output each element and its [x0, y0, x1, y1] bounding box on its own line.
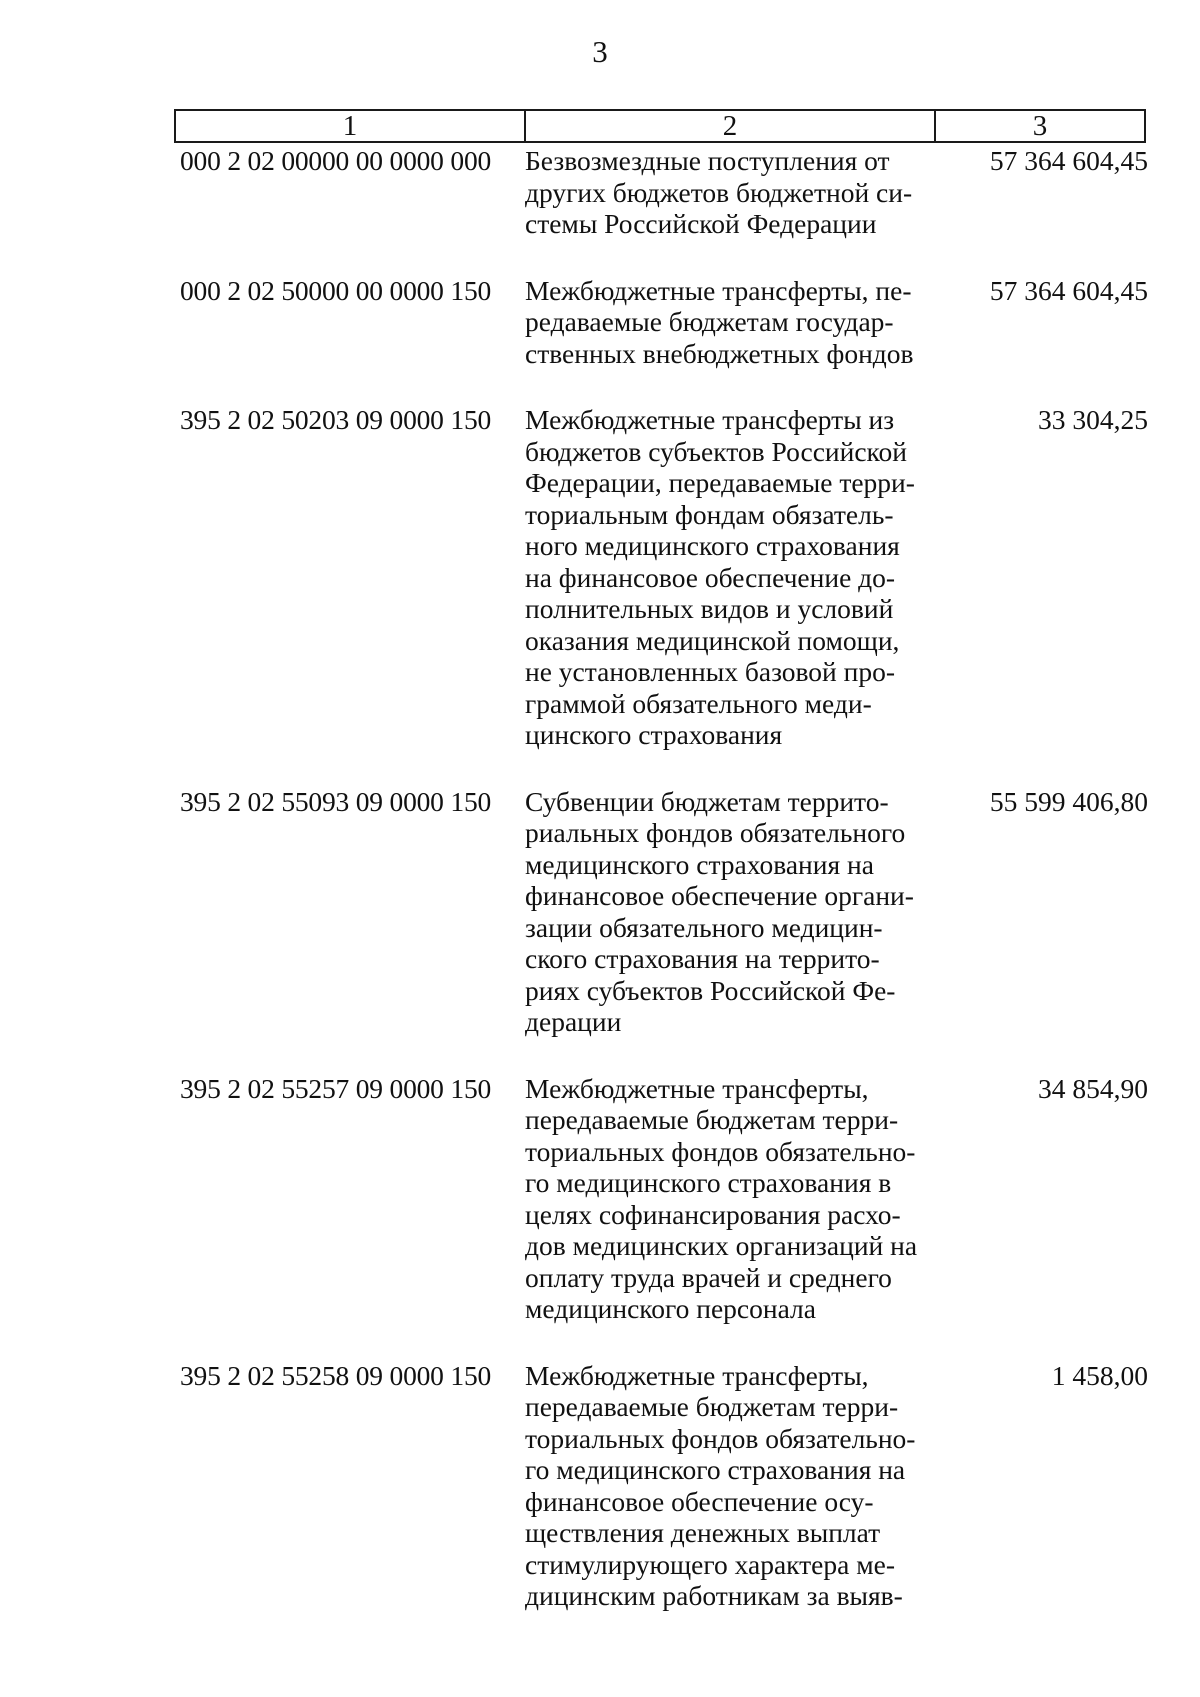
table-row [180, 273, 1148, 370]
amount: 57 364 604,45 [989, 145, 1148, 176]
budget-code: 395 2 02 55257 09 0000 150 [180, 1072, 492, 1104]
income-name-line: Межбюджетные трансферты, [525, 1072, 869, 1104]
income-name-line: Межбюджетные трансферты из [525, 404, 895, 435]
income-name [525, 784, 930, 1038]
income-name-line: дерации [525, 1006, 622, 1037]
income-name-line: цинского страхования [525, 719, 783, 750]
income-name-line: стемы Российской Федерации [525, 208, 877, 239]
income-name-line: ственных внебюджетных фондов [525, 337, 914, 369]
budget-code: 395 2 02 50203 09 0000 150 [180, 404, 492, 435]
income-name-line: стимулирующего характера ме- [525, 1548, 895, 1580]
income-name-line: ского страхования на террито- [525, 943, 880, 974]
table-row [180, 402, 1148, 751]
income-name [525, 402, 930, 751]
income-name-line: бюджетов субъектов Российской [525, 435, 907, 467]
table-row [180, 1358, 1148, 1612]
income-name-line: не установленных базовой про- [525, 656, 896, 687]
income-name [525, 1071, 930, 1325]
income-name [525, 143, 930, 240]
income-name-line: граммой обязательного меди- [525, 687, 872, 719]
column-header-2: 2 [526, 111, 936, 141]
amount: 1 458,00 [1051, 1359, 1148, 1391]
income-name-line: медицинского страхования на [525, 848, 874, 880]
income-name [525, 273, 930, 370]
income-name-line: редаваемые бюджетам государ- [525, 306, 894, 337]
income-name-line: риальных фондов обязательного [525, 817, 906, 848]
income-name-line: го медицинского страхования на [525, 1454, 906, 1485]
income-name-line: передаваемые бюджетам терри- [525, 1391, 899, 1422]
income-name-line: дов медицинских организаций на [525, 1230, 918, 1261]
table-row [180, 143, 1148, 240]
budget-code: 000 2 02 50000 00 0000 150 [180, 274, 492, 306]
income-name-line: Безвозмездные поступления от [525, 145, 890, 176]
budget-code: 000 2 02 00000 00 0000 000 [180, 145, 492, 176]
income-name-line: оказания медицинской помощи, [525, 624, 900, 656]
table-row [180, 784, 1148, 1038]
budget-code: 395 2 02 55258 09 0000 150 [180, 1359, 492, 1391]
column-header-3: 3 [1032, 110, 1048, 142]
income-name [525, 1358, 930, 1612]
income-name-line: финансовое обеспечение осу- [525, 1485, 874, 1517]
page-number: 3 [592, 34, 608, 69]
income-name-line: ществления денежных выплат [525, 1517, 881, 1548]
table-header [174, 109, 1146, 143]
income-name-line: риях субъектов Российской Фе- [525, 974, 896, 1006]
income-name-line: го медицинского страхования в [525, 1167, 892, 1198]
income-name-line: Субвенции бюджетам террито- [525, 785, 889, 817]
budget-code: 395 2 02 55093 09 0000 150 [180, 785, 492, 817]
income-name-line: медицинского персонала [525, 1293, 816, 1324]
income-name-line: на финансовое обеспечение до- [525, 561, 896, 593]
income-name-line: целях софинансирования расхо- [525, 1198, 901, 1230]
income-name-line: Федерации, передаваемые терри- [525, 467, 915, 498]
income-name-line: ториальных фондов обязательно- [525, 1422, 916, 1454]
income-name-line: финансовое обеспечение органи- [525, 880, 914, 911]
income-name-line: Межбюджетные трансферты, [525, 1359, 869, 1391]
amount: 33 304,25 [1038, 404, 1148, 435]
amount: 55 599 406,80 [989, 785, 1148, 817]
income-name-line: Межбюджетные трансферты, пе- [525, 274, 912, 306]
income-name-line: ториальных фондов обязательно- [525, 1135, 916, 1167]
column-header-1: 1 [176, 111, 526, 141]
income-name-line: других бюджетов бюджетной си- [525, 176, 913, 208]
amount: 57 364 604,45 [989, 274, 1148, 306]
table-body [180, 143, 1148, 1645]
amount: 34 854,90 [1038, 1072, 1148, 1104]
income-name-line: ториальным фондам обязатель- [525, 498, 894, 530]
income-name-line: зации обязательного медицин- [525, 911, 883, 943]
table-row [180, 1071, 1148, 1325]
income-name-line: ного медицинского страхования [525, 530, 900, 561]
income-name-line: оплату труда врачей и среднего [525, 1261, 892, 1293]
income-name-line: дицинским работникам за выяв- [525, 1580, 903, 1611]
income-name-line: полнительных видов и условий [525, 593, 894, 624]
income-name-line: передаваемые бюджетам терри- [525, 1104, 899, 1135]
